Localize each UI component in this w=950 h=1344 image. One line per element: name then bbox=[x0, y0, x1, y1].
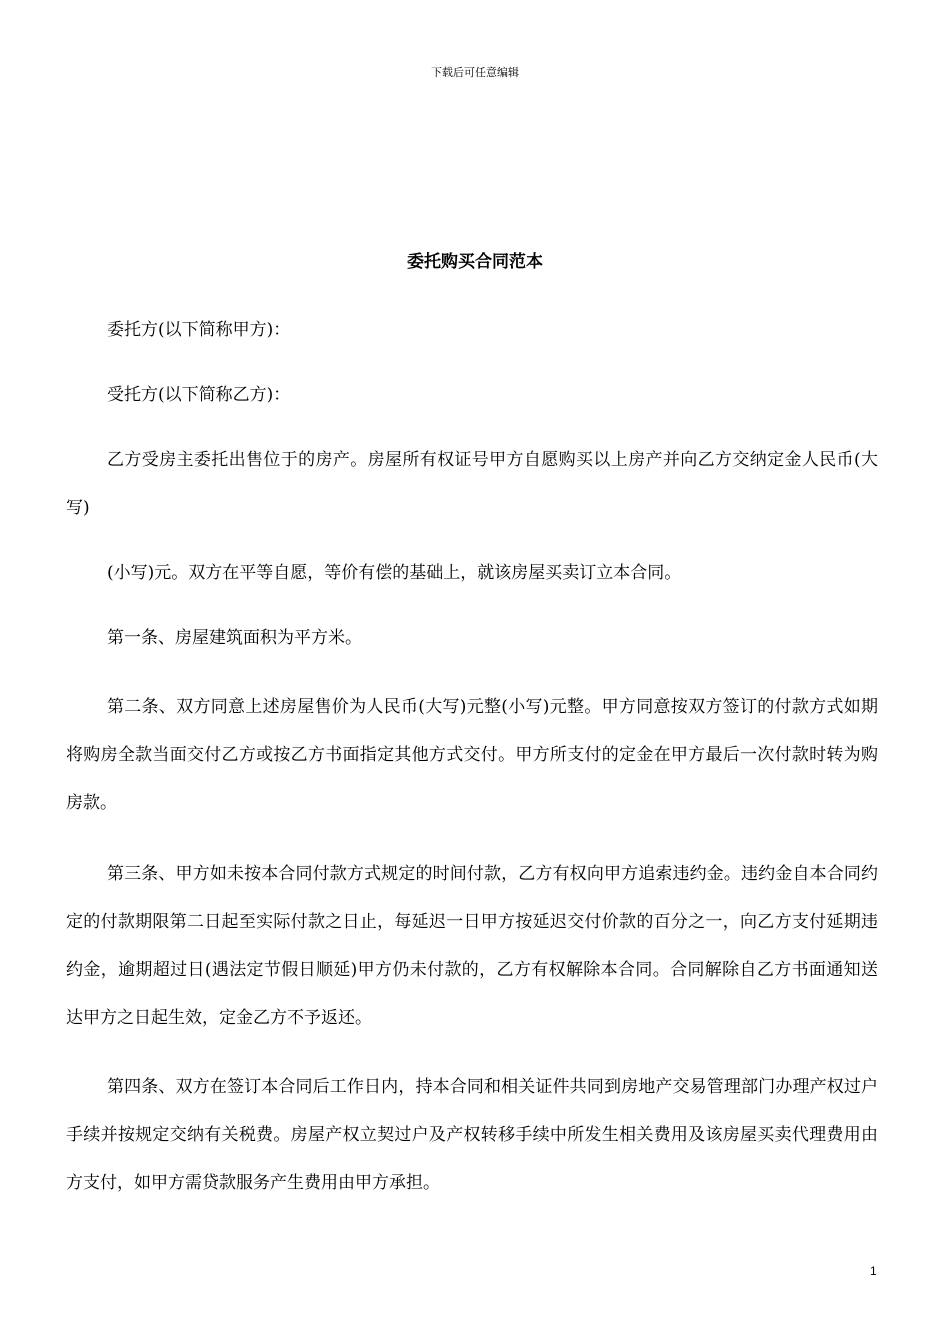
page-number: 1 bbox=[870, 1264, 877, 1278]
paragraph-article-3: 第三条、甲方如未按本合同付款方式规定的时间付款，乙方有权向甲方追索违约金。违约金自本合同约定的付款期限第二日起至实际付款之日止，每延迟一日甲方按延迟交付价款的百分之一，向乙方支付延期违约金，逾期超过日(遇法定节假日顺延)甲方仍未付款的，乙方有权解除本合同。合同解除自乙方书面通知送达甲方之日起生效，定金乙方不予返还。 bbox=[66, 864, 878, 1028]
paragraph-deposit: 乙方受房主委托出售位于的房产。房屋所有权证号甲方自愿购买以上房产并向乙方交纳定金人民币(大写) bbox=[66, 450, 878, 518]
paragraph-agent: 受托方(以下简称乙方)： bbox=[107, 385, 291, 405]
paragraph-article-1: 第一条、房屋建筑面积为平方米。 bbox=[107, 628, 362, 648]
paragraph-client: 委托方(以下简称甲方)： bbox=[107, 320, 291, 340]
document-title: 委托购买合同范本 bbox=[407, 252, 543, 272]
paragraph-article-2: 第二条、双方同意上述房屋售价为人民币(大写)元整(小写)元整。甲方同意按双方签订的付款方式如期将购房全款当面交付乙方或按乙方书面指定其他方式交付。甲方所支付的定金在甲方最后一次付款时转为购房款。 bbox=[66, 697, 878, 813]
paragraph-article-4: 第四条、双方在签订本合同后工作日内，持本合同和相关证件共同到房地产交易管理部门办理产权过户手续并按规定交纳有关税费。房屋产权立契过户及产权转移手续中所发生相关费用及该房屋买卖代理费用由方支付，如甲方需贷款服务产生费用由甲方承担。 bbox=[66, 1077, 878, 1193]
header-note: 下载后可任意编辑 bbox=[431, 66, 519, 79]
paragraph-amount: (小写)元。双方在平等自愿，等价有偿的基础上，就该房屋买卖订立本合同。 bbox=[107, 563, 682, 583]
